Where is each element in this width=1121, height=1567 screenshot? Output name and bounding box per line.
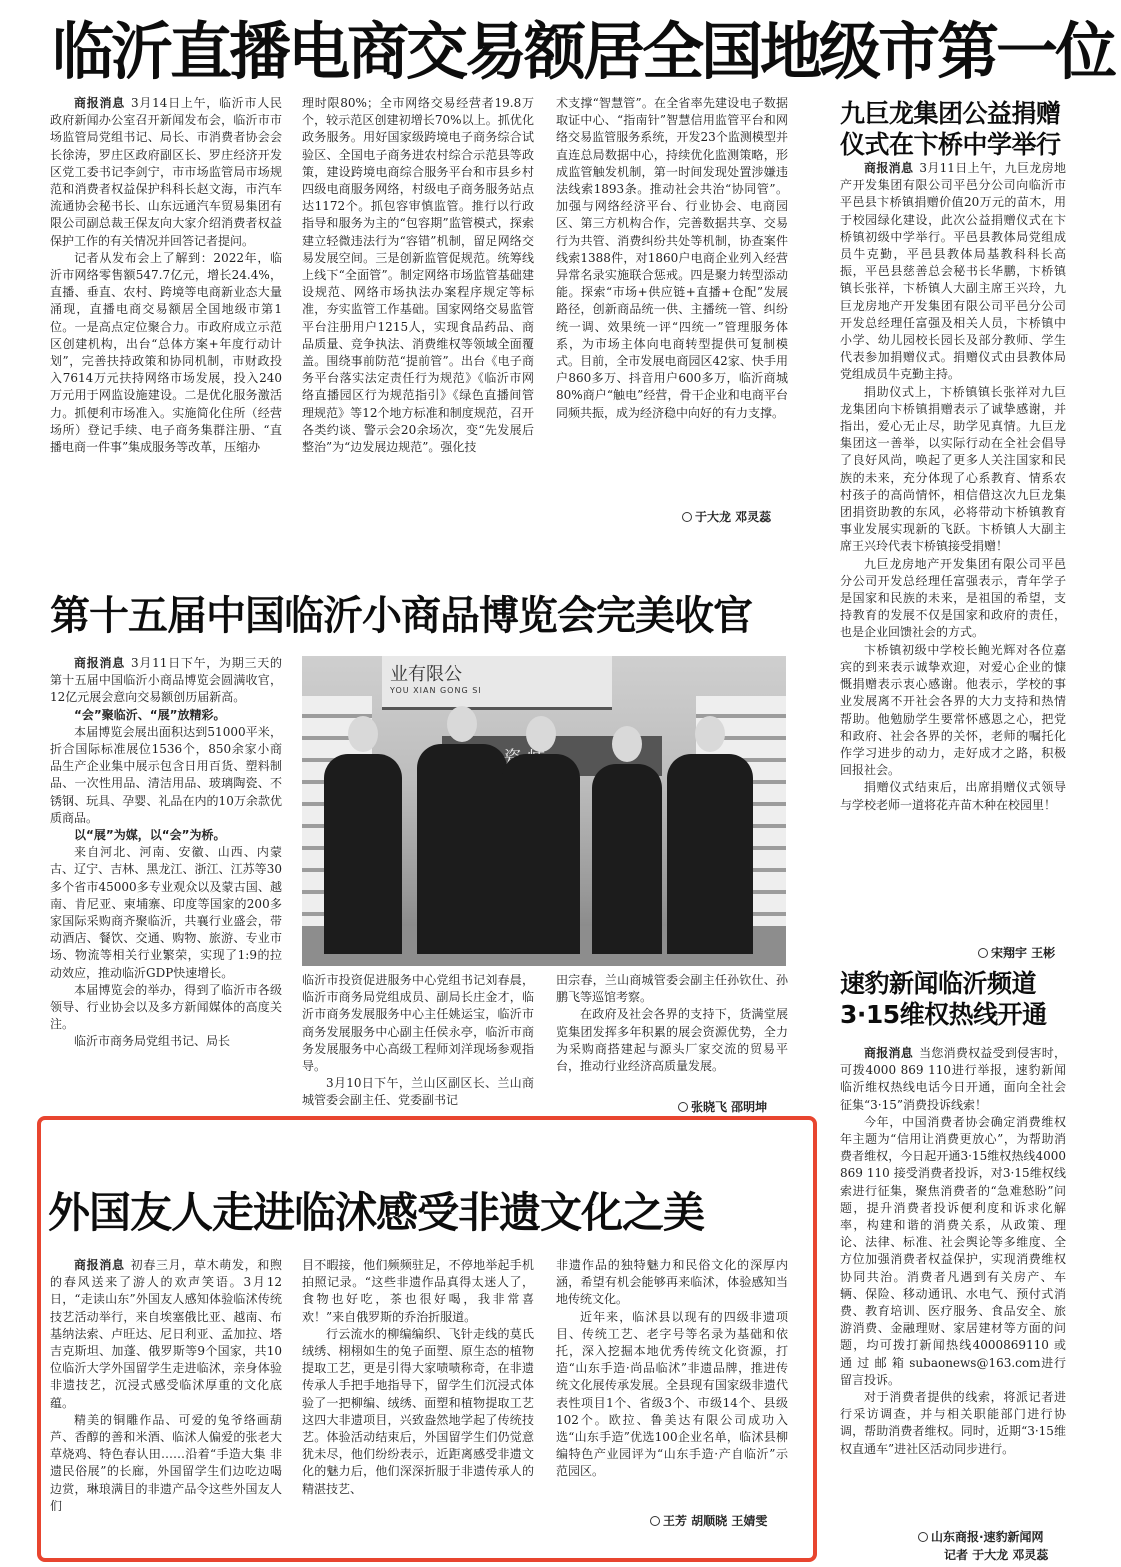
side1-article-column <box>840 160 1066 940</box>
side1-p4: 卞桥镇初级中学校长鲍光辉对各位嘉宾的到来表示诚挚欢迎，对爱心企业的慷慨捐赠表示衷心感谢。他表示，学校的事业发展离不开社会各界的大力支持和热情帮助。他勉励学生要常怀感恩之心，把党和政府、社会各界的关怀，老师的嘱托化作学习进步的动力，走好成才之路，积极回报社会。 <box>840 642 1066 778</box>
expo-col2-p2: 3月10日下午，兰山区副区长、兰山商城管委会副主任、党委副书记 <box>302 1076 534 1108</box>
side2-p2: 今年，中国消费者协会确定消费维权年主题为“信用让消费更放心”，为帮助消费者维权，今日起开通3·15维权热线4000 869 110 接受消费者投诉，对3·15维权线索进行征集，聚焦消费者的“急难愁盼”问题，提升消费者投诉便利度和诉求化解率，构建和谐的消费关系，从政策、理论、法律、标准、社会舆论等多维度、全方位加强消费者权益保护，实现消费维权协同共治。消费者凡遇到有关房产、车辆、保险、移动通讯、水电气、预付式消费、教育培训、医疗服务、食品安全、旅游消费、金融理财、家居建材等方面的问题，均可拨打新闻热线4000869110 或 通 过 邮 箱 subaonews@163.com进行留言投诉。 <box>840 1114 1066 1387</box>
main-article-col1-p2: 记者从发布会上了解到：2022年，临沂市网络零售额547.7亿元，增长24.4%，直播、垂直、农村、跨境等电商新业态大量涌现，直播电商交易额居全国地级市第1位。一是高点定位聚合力。市政府成立示范区创建机构，出台“总体方案+年度行动计划”，完善扶持政策和协同机制，市财政投入7614万元扶持网络市场发展，投入240万元用于网监设施建设。二是优化服务激活力。抓便利市场准入。实施简化住所（经营场所）登记手续、电子商务集群注册、“直播电商一件事”集成服务等改革，压缩办 <box>50 250 282 455</box>
main-article-byline-text: 于大龙 邓灵蕊 <box>695 510 772 524</box>
byline-circle-icon <box>682 512 692 522</box>
expo-byline-text: 张晓飞 邵明坤 <box>691 1100 768 1114</box>
lead-label: 商报消息 <box>74 1258 125 1272</box>
side2-headline <box>840 968 1047 1030</box>
lead-label: 商报消息 <box>74 656 125 670</box>
photo-person <box>502 716 580 966</box>
foreign-article-column-3 <box>556 1257 788 1507</box>
main-article-col1-text: 3月14日上午，临沂市人民政府新闻办公室召开新闻发布会，临沂市市场监管局党组书记、局长、市消费者协会会长徐涛，罗庄区政府副区长、罗庄经济开发区党工委书记李剑宁，市市场监管局市场规范和消费者权益保护科科长赵文海，市汽车流通协会秘书长、山东远通汽车贸易集团有限公司副总裁王保友向大家介绍消费者权益保护工作的有关情况并回答记者提问。 <box>50 96 282 248</box>
expo-p5: 临沂市商务局党组书记、局长 <box>74 1034 231 1049</box>
expo-subhead-2: 以“展”为媒，以“会”为桥。 <box>74 828 226 843</box>
side1-p3: 九巨龙房地产开发集团有限公司平邑分公司开发总经理任富强表示，青年学子是国家和民族的未来，是祖国的希望，支持教育的发展不仅是国家和政府的责任，也是企业回馈社会的方式。 <box>840 556 1066 640</box>
foreign-byline-text: 王芳 胡顺晓 王婧雯 <box>663 1514 768 1528</box>
side2-byline-1 <box>918 1528 1044 1545</box>
main-article-byline <box>682 508 771 525</box>
foreign-p2: 精美的铜雕作品、可爱的兔爷络画葫芦、香醇的善和米酒、临沭人偏爱的张老大草烧鸡、特色春认田……沿着“手造大集 非遗民俗展”的长廊，外国留学生们边吃边喝边赏，琳琅满目的非遗产品令这些外国友人们 <box>50 1412 282 1513</box>
expo-col2-text: 临沂市投资促进服务中心党组书记刘春晨，临沂市商务局党组成员、副局长庄金才，临沂市商务发展服务中心主任姚运宝，临沂市商务发展服务中心副主任侯永亭，临沂市商务发展服务中心高级工程师刘洋现场参观指导。 <box>302 973 534 1074</box>
photo-person <box>417 706 507 966</box>
foreign-p1: 初春三月，草木萌发，和煦的春风送来了游人的欢声笑语。3月12日，“走读山东”外国友人感知体验临沭传统技艺活动举行，来自埃塞俄比亚、越南、布基纳法索、卢旺达、尼日利亚、孟加拉、塔吉克斯坦、加蓬、俄罗斯等9个国家，共10位临沂大学外国留学生走进临沭，亲身体验非遗技艺，沉浸式感受临沭厚重的文化底蕴。 <box>50 1258 282 1410</box>
expo-photo <box>302 656 786 966</box>
expo-p3: 来自河北、河南、安徽、山西、内蒙古、辽宁、吉林、黑龙江、浙江、江苏等30多个省市45000多专业观众以及蒙古国、越南、肯尼亚、柬埔寨、印度等国家的200多家国际采购商齐聚临沂，共襄行业盛会，带动酒店、餐饮、交通、购物、旅游、专业市场、物流等相关行业繁荣，实现了1:9的拉动效应，推动临沂GDP快速增长。 <box>50 845 282 980</box>
expo-p4: 本届博览会的举办，得到了临沂市各级领导、行业协会以及多方新闻媒体的高度关注。 <box>50 982 282 1032</box>
foreign-article-byline <box>650 1512 767 1529</box>
main-article-column-2 <box>302 95 534 545</box>
foreign-col3-text: 非遗作品的独特魅力和民俗文化的深厚内涵，希望有机会能够再来临沭，体验感知当地传统文化。 <box>556 1258 788 1307</box>
side1-p5: 捐赠仪式结束后，出席捐赠仪式领导与学校老师一道将花卉苗木种在校园里！ <box>840 780 1066 812</box>
byline-circle-icon <box>978 948 988 958</box>
byline-circle-icon <box>918 1532 928 1542</box>
main-article-col3-text: 术支撑“智慧管”。在全省率先建设电子数据取证中心、“指南针”智慧信用监管平台和网络交易监管服务系统，开发23个监测模型并直连总局数据中心，持续优化监测策略，形成监管触发机制，第一时间发现处置涉嫌违法线索1893条。推动社会共治“协同管”。加强与网络经济平台、行业协会、电商园区、第三方机构合作，完善数据共享、交易行为共管、消费纠纷共处等机制，协查案件线索1388件，对1860户电商企业列入经营异常名录实施联合惩戒。四是聚力转型添动能。探索“市场+供应链+直播+仓配”发展路径，创新商品统一供、主播统一管、纠纷统一调、效果统一评“四统一”管理服务体系，为市场主体向电商转型提供可复制模式。目前，全市发展电商园区42家、快手用户860多万、抖音用户600多万，临沂商城80%商户“触电”经营，骨干企业和电商平台同频共振，成为经济稳中向好的有力支撑。 <box>556 96 788 420</box>
side1-headline-line2: 仪式在卞桥中学举行 <box>840 130 1061 159</box>
expo-col3-text: 田宗春，兰山商城管委会副主任孙钦仕、孙鹏飞等巡馆考察。 <box>556 973 788 1005</box>
side2-headline-line2: 3·15维权热线开通 <box>840 1000 1047 1029</box>
side2-byline-2: 记者 于大龙 邓灵蕊 <box>944 1548 1049 1562</box>
expo-article-column-2 <box>302 972 534 1112</box>
main-headline: 临沂直播电商交易额居全国地级市第一位 <box>52 15 1115 88</box>
foreign-article-column-2 <box>302 1257 534 1547</box>
expo-article-column-1 <box>50 655 282 1111</box>
photo-person <box>667 716 753 966</box>
expo-col3-p2: 在政府及社会各界的支持下，货满堂展览集团发挥多年积累的展会资源优势，全力为采购商搭建起与源头厂家交流的贸易平台，推动行业经济高质量发展。 <box>556 1007 788 1074</box>
foreign-headline: 外国友人走进临沭感受非遗文化之美 <box>48 1188 705 1237</box>
byline-circle-icon <box>650 1516 660 1526</box>
side1-byline-text: 宋翔宇 王彬 <box>991 946 1056 960</box>
main-article-column-3 <box>556 95 788 505</box>
lead-label: 商报消息 <box>74 96 125 110</box>
expo-p1: 3月11日下午，为期三天的第十五届中国临沂小商品博览会圆满收官， 12亿元展会意向交易额创历届新高。 <box>50 656 282 705</box>
foreign-article-column-1 <box>50 1257 282 1547</box>
foreign-col3-p2: 近年来，临沭县以现有的四级非遗项目、传统工艺、老字号等名录为基础和依托，深入挖掘本地优秀传统文化资源，打造“山东手造·尚品临沭”非遗品牌，推进传统文化展传承发展。全县现有国家级非遗代表性项目1个、省级3个、市级14个、县级102个。欧拉、鲁美达有限公司成功入选“山东手造”优选100企业名单，临沭县柳编特色产业园评为“山东手造·产自临沂”示范园区。 <box>556 1309 788 1479</box>
side1-headline-line1: 九巨龙集团公益捐赠 <box>840 99 1061 128</box>
photo-sign-text: 业有限公 <box>390 664 462 685</box>
expo-p2: 本届博览会展出面积达到51000平米，折合国际标准展位1536个，850余家小商品生产企业集中展示包含日用百货、塑料制品、一次性用品、清洁用品、玻璃陶瓷、不锈钢、玩具、孕婴、礼品在内的10万余款优质商品。 <box>50 724 282 825</box>
expo-article-column-3 <box>556 972 788 1094</box>
photo-person <box>324 716 402 966</box>
foreign-col2-text: 目不暇接，他们频频驻足，不停地举起手机拍照记录。“这些非遗作品真得太迷人了，食物也好吃，茶也很好喝，我非常喜欢！”来自俄罗斯的乔治折服道。 <box>302 1258 534 1324</box>
photo-store-sign <box>382 656 612 710</box>
side2-p3: 对于消费者提供的线索，将派记者进行采访调查，并与相关职能部门进行协调，帮助消费者维权。同时，近期“3·15维权直通车”进社区活动同步进行。 <box>840 1390 1066 1456</box>
main-article-column-1 <box>50 95 282 545</box>
main-article-col2-text: 理时限80%；全市网络交易经营者19.8万个，较示范区创建初增长70%以上。抓优化政务服务。用好国家级跨境电子商务综合试验区、全国电子商务进农村综合示范县等政策，建设跨境电商综合服务平台和市县乡村四级电商服务网络，村级电子商务服务站点达1172个。抓包容审慎监管。推行以行政指导和服务为主的“包容期”监管模式，探索建立轻微违法行为“容错”机制，留足网络交易发展空间。三是创新监管促规范。统筹线上线下“全面管”。制定网络市场监管基础建设规范、网络市场执法办案程序规定等标准，夯实监管工作基础。国家网络交易监管平台注册用户1215人，实现食品药品、商品质量、竞争执法、消费维权等领域全面覆盖。围绕事前防范“提前管”。出台《电子商务平台落实法定责任行为规范》《临沂市网络直播园区行为规范指引》《绿色直播间管理规范》等12个地方标准和制度规范，召开各类约谈、警示会20余场次，变“先发展后整治”为“边发展边规范”。强化技 <box>302 96 534 455</box>
side2-article-column <box>840 1045 1066 1523</box>
expo-headline: 第十五届中国临沂小商品博览会完美收官 <box>50 593 752 639</box>
side1-headline <box>840 98 1061 160</box>
photo-sign-subtext: YOU XIAN GONG SI <box>390 686 482 695</box>
photo-person <box>592 726 662 966</box>
side2-byline1-text: 山东商报·速豹新闻网 <box>931 1530 1044 1544</box>
lead-label: 商报消息 <box>864 161 914 175</box>
expo-subhead-1: “会”聚临沂、“展”放精彩。 <box>74 707 226 722</box>
lead-label: 商报消息 <box>864 1046 914 1060</box>
side1-p1: 3月11日上午，九巨龙房地产开发集团有限公司平邑分公司向临沂市平邑县卞桥镇捐赠价值20万元的苗木，用于校园绿化建设，此次公益捐赠仪式在卞桥镇初级中学举行。平邑县教体局党组成员牛克勤，平邑县教体局基教科科长高振，平邑县慈善总会秘书长华鹏，卞桥镇镇长张祥，卞桥镇人大副主席王兴玲，九巨龙房地产开发集团有限公司平邑分公司开发总经理任富强及相关人员，卞桥镇中小学、幼儿园校长园长及部分教师、学生代表参加捐赠仪式。捐赠仪式由县教体局党组成员牛克勤主持。 <box>840 161 1066 382</box>
side1-byline <box>978 944 1055 961</box>
foreign-col2-p2: 行云流水的柳编编织、飞针走线的莫氏绒绣、栩栩如生的兔子面塑、原生态的植物提取工艺，更是引得大家啧啧称奇，在非遗传承人手把手地指导下，留学生们沉浸式体验了一把柳编、绒绣、面塑和植物提取工艺这四大非遗项目，兴致盎然地学起了传统技艺。体验活动结束后，外国留学生们仍觉意犹未尽，他们纷纷表示，近距离感受非遗文化的魅力后，他们深深折服于非遗传承人的精湛技艺、 <box>302 1326 534 1496</box>
expo-article-byline <box>678 1098 767 1115</box>
byline-circle-icon <box>678 1102 688 1112</box>
side1-p2: 捐助仪式上，卞桥镇镇长张祥对九巨龙集团向卞桥镇捐赠表示了诚挚感谢，并指出，爱心无止尽，助学见真情。九巨龙集团这一善举，以实际行动在全社会倡导了良好风尚，唤起了更多人关注国家和民族的未来，充分体现了心系教育、情系农村孩子的高尚情怀，相信借这次九巨龙集团捐资助教的东风，必将带动卞桥镇教育事业发展实现新的飞跃。卞桥镇人大副主席王兴玲代表卞桥镇接受捐赠！ <box>840 384 1066 554</box>
side2-p1: 当您消费权益受到侵害时，可拨4000 869 110进行举报，速豹新闻临沂维权热线电话今日开通，面向全社会征集“3·15”消费投诉线索！ <box>840 1046 1066 1112</box>
side2-headline-line1: 速豹新闻临沂频道 <box>840 969 1037 998</box>
